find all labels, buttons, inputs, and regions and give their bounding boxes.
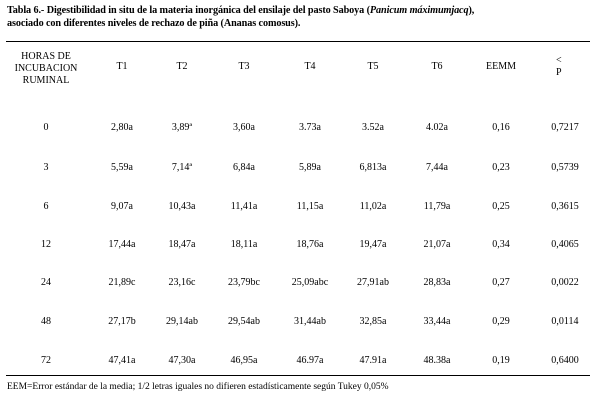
table-row bbox=[0, 276, 600, 290]
cell-hour: 0 bbox=[43, 122, 49, 133]
cell-hour: 6 bbox=[43, 201, 49, 212]
cell-value: 0,23 bbox=[492, 162, 510, 173]
table-bottom-rule bbox=[6, 375, 590, 376]
caption-text-end: ), bbox=[468, 5, 475, 16]
table-caption bbox=[7, 4, 595, 30]
cell-value: 31,44ab bbox=[294, 316, 326, 327]
caption-label: Tabla 6.- bbox=[7, 5, 45, 16]
header-hours bbox=[6, 51, 86, 87]
table-row bbox=[0, 354, 600, 368]
cell-value: 29,54ab bbox=[228, 316, 260, 327]
cell-value: 0,27 bbox=[492, 277, 510, 288]
cell-value: 0,7217 bbox=[551, 122, 579, 133]
header-p-symbol: < bbox=[556, 55, 562, 66]
table-row bbox=[0, 200, 600, 214]
cell-value: 3.73a bbox=[299, 122, 321, 133]
cell-value: 47.91a bbox=[359, 355, 387, 366]
cell-hour: 72 bbox=[41, 355, 51, 366]
cell-value: 4.02a bbox=[426, 122, 448, 133]
cell-value: 23,16c bbox=[168, 277, 196, 288]
cell-value: 0,34 bbox=[492, 239, 510, 250]
table-top-rule bbox=[6, 41, 590, 42]
caption-text: Digestibilidad in situ de la materia inorgánica del ensilaje del pasto Saboya ( bbox=[46, 5, 370, 16]
cell-value: 6,84a bbox=[233, 162, 255, 173]
header-hours-line: HORAS DE bbox=[21, 51, 71, 62]
cell-value: 3.52a bbox=[362, 122, 384, 133]
header-hours-line: RUMINAL bbox=[22, 75, 70, 86]
cell-value: 23,79bc bbox=[228, 277, 260, 288]
header-eemm: EEMM bbox=[486, 61, 516, 72]
header-t6: T6 bbox=[431, 61, 443, 72]
caption-line-2: asociado con diferentes niveles de rechazo de piña (Ananas comosus). bbox=[7, 18, 301, 29]
cell-value: 27,17b bbox=[108, 316, 136, 327]
cell-value: 0,0022 bbox=[551, 277, 579, 288]
cell-value: 7,44a bbox=[426, 162, 448, 173]
cell-value: 0,19 bbox=[492, 355, 510, 366]
cell-hour: 3 bbox=[43, 162, 49, 173]
header-hours-line: INCUBACION bbox=[14, 63, 78, 74]
cell-value: 19,47a bbox=[359, 239, 387, 250]
cell-value: 17,44a bbox=[108, 239, 136, 250]
cell-value: 11,41a bbox=[230, 201, 258, 212]
cell-value: 47,30a bbox=[168, 355, 196, 366]
cell-value: 18,47a bbox=[168, 239, 196, 250]
cell-value: 21,07a bbox=[423, 239, 451, 250]
cell-value: 29,14ab bbox=[166, 316, 198, 327]
cell-value: 2,80a bbox=[111, 122, 133, 133]
cell-value: 48.38a bbox=[423, 355, 451, 366]
caption-line-1 bbox=[7, 4, 595, 17]
header-t5: T5 bbox=[367, 61, 379, 72]
table-row bbox=[0, 315, 600, 329]
cell-value: 7,14ª bbox=[171, 162, 193, 173]
cell-value: 0,0114 bbox=[551, 316, 579, 327]
cell-value: 11,15a bbox=[296, 201, 324, 212]
cell-value: 27,91ab bbox=[357, 277, 389, 288]
cell-value: 0,25 bbox=[492, 201, 510, 212]
table-row bbox=[0, 121, 600, 135]
cell-value: 18,76a bbox=[296, 239, 324, 250]
header-t3: T3 bbox=[238, 61, 250, 72]
cell-value: 28,83a bbox=[423, 277, 451, 288]
header-t2: T2 bbox=[176, 61, 188, 72]
cell-hour: 12 bbox=[41, 239, 51, 250]
cell-hour: 24 bbox=[41, 277, 51, 288]
cell-value: 3,89ª bbox=[171, 122, 193, 133]
header-p bbox=[556, 55, 574, 79]
cell-value: 11,02a bbox=[359, 201, 387, 212]
table-row bbox=[0, 238, 600, 252]
table-footnote: EEM=Error estándar de la media; 1/2 letras iguales no difieren estadísticamente según Tukey 0,05% bbox=[7, 382, 389, 392]
cell-value: 47,41a bbox=[108, 355, 136, 366]
cell-value: 33,44a bbox=[423, 316, 451, 327]
cell-value: 0,5739 bbox=[551, 162, 579, 173]
cell-value: 0,16 bbox=[492, 122, 510, 133]
caption-species: Panicum máximumjacq bbox=[369, 5, 469, 16]
table-row bbox=[0, 161, 600, 175]
cell-value: 10,43a bbox=[168, 201, 196, 212]
cell-value: 46,95a bbox=[230, 355, 258, 366]
cell-value: 5,59a bbox=[111, 162, 133, 173]
header-p-letter: P bbox=[556, 67, 562, 78]
cell-value: 9,07a bbox=[111, 201, 133, 212]
cell-value: 3,60a bbox=[233, 122, 255, 133]
cell-value: 46.97a bbox=[296, 355, 324, 366]
header-t4: T4 bbox=[304, 61, 316, 72]
cell-hour: 48 bbox=[41, 316, 51, 327]
cell-value: 5,89a bbox=[299, 162, 321, 173]
cell-value: 0,3615 bbox=[551, 201, 579, 212]
header-t1: T1 bbox=[116, 61, 128, 72]
cell-value: 11,79a bbox=[423, 201, 451, 212]
cell-value: 0,4065 bbox=[551, 239, 579, 250]
cell-value: 32,85a bbox=[359, 316, 387, 327]
cell-value: 0,29 bbox=[492, 316, 510, 327]
cell-value: 0,6400 bbox=[551, 355, 579, 366]
cell-value: 21,89c bbox=[108, 277, 136, 288]
cell-value: 6,813a bbox=[359, 162, 387, 173]
cell-value: 18,11a bbox=[230, 239, 258, 250]
cell-value: 25,09abc bbox=[291, 277, 329, 288]
